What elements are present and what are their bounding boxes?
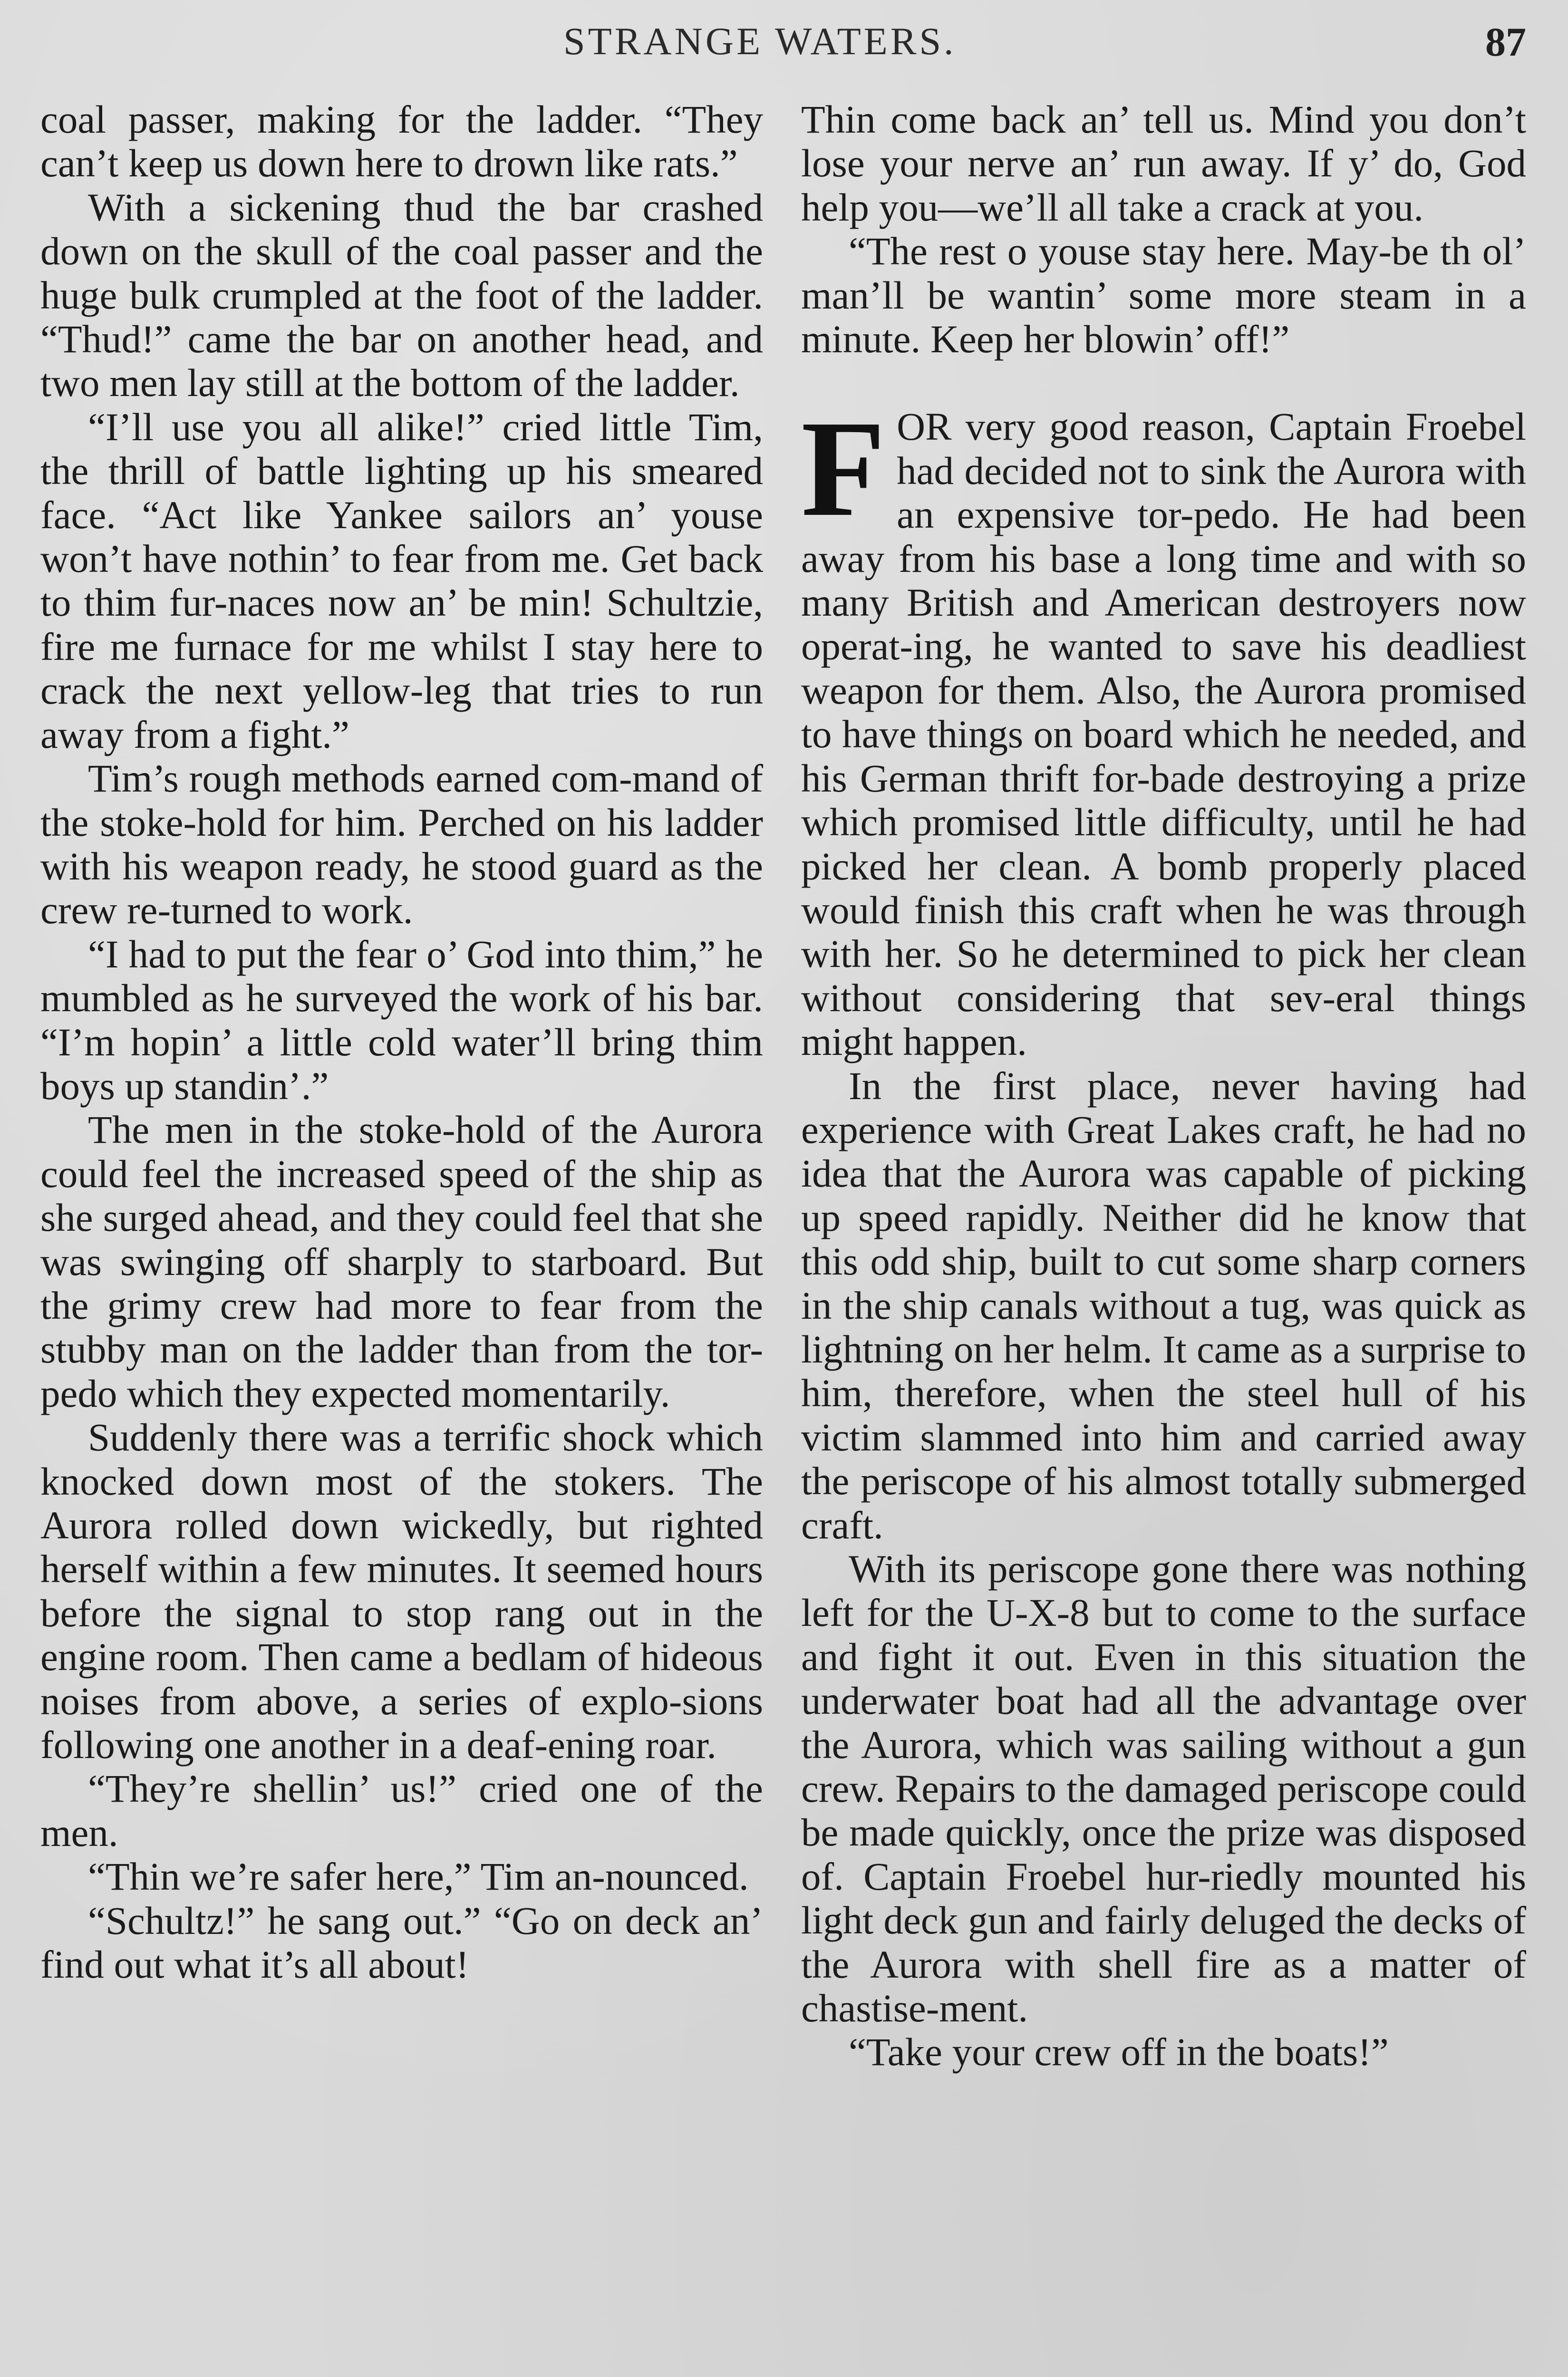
paragraph: Tim’s rough methods earned com-mand of the stoke-hold for him. Perched on his ladder with his weapon ready, he stood guard as the crew re-turned to work. bbox=[40, 756, 763, 932]
paragraph: “I’ll use you all alike!” cried little Tim, the thrill of battle lighting up his smeared face. “Act like Yankee sailors an’ youse won’t have nothin’ to fear from me. Get back to thim fur-naces now an’ be min! Schultzie, fire me furnace for me whilst I stay here to crack the next yellow-leg that tries to run away from a fight.” bbox=[40, 405, 763, 756]
paragraph: “I had to put the fear o’ God into thim,” he mumbled as he surveyed the work of his bar. “I’m hopin’ a little cold water’ll bring thim boys up standin’.” bbox=[40, 932, 763, 1108]
right-column bbox=[801, 97, 1526, 2074]
paragraph: With its periscope gone there was nothing left for the U-X-8 but to come to the surface and fight it out. Even in this situation the underwater boat had all the advantage over the Aurora, which was sailing without a gun crew. Repairs to the damaged periscope could be made quickly, once the prize was disposed of. Captain Froebel hur-riedly mounted his light deck gun and fairly deluged the decks of the Aurora with shell fire as a matter of chastise-ment. bbox=[801, 1547, 1526, 2030]
paragraph: “The rest o youse stay here. May-be th ol’ man’ll be wantin’ some more steam in a minute. Keep her blowin’ off!” bbox=[801, 229, 1526, 361]
paragraph: Thin come back an’ tell us. Mind you don’t lose your nerve an’ run away. If y’ do, God help you—we’ll all take a crack at you. bbox=[801, 97, 1526, 229]
paragraph: The men in the stoke-hold of the Aurora could feel the increased speed of the ship as she surged ahead, and they could feel that she was swinging off sharply to starboard. But the grimy crew had more to fear from the stubby man on the ladder than from the tor-pedo which they expected momentarily. bbox=[40, 1108, 763, 1415]
dropcap-paragraph-text: OR very good reason, Captain Froebel had decided not to sink the Aurora with an expensive tor-pedo. He had been away from his base a long time and with so many British and American destroyers now operat-ing, he wanted to save his deadliest weapon for them. Also, the Aurora promised to have things on board which he needed, and his German thrift for-bade destroying a prize which promised little difficulty, until he had picked her clean. A bomb properly placed would finish this craft when he was through with her. So he determined to pick her clean without considering that sev-eral things might happen. bbox=[801, 405, 1526, 1064]
paragraph: In the first place, never having had experience with Great Lakes craft, he had no idea that the Aurora was capable of picking up speed rapidly. Neither did he know that this odd ship, built to cut some sharp corners in the ship canals without a tug, was quick as lightning on her helm. It came as a surprise to him, therefore, when the steel hull of his victim slammed into him and carried away the periscope of his almost totally submerged craft. bbox=[801, 1063, 1526, 1547]
page-number: 87 bbox=[1485, 19, 1526, 65]
running-head: STRANGE WATERS. bbox=[563, 19, 957, 63]
dropcap-paragraph bbox=[801, 392, 1526, 1064]
section-break bbox=[801, 361, 1526, 405]
left-column bbox=[40, 97, 763, 1986]
paragraph: “Thin we’re safer here,” Tim an-nounced. bbox=[88, 1855, 749, 1899]
paragraph: coal passer, making for the ladder. “They can’t keep us down here to drown like rats.” bbox=[40, 97, 763, 185]
dropcap: F bbox=[801, 392, 886, 545]
paragraph: With a sickening thud the bar crashed down on the skull of the coal passer and the huge bulk crumpled at the foot of the ladder. “Thud!” came the bar on another head, and two men lay still at the bottom of the ladder. bbox=[40, 185, 763, 405]
paragraph: “Take your crew off in the boats!” bbox=[849, 2030, 1389, 2074]
paragraph: “Schultz!” he sang out.” “Go on deck an’ find out what it’s all about! bbox=[40, 1898, 763, 1987]
paragraph: “They’re shellin’ us!” cried one of the men. bbox=[40, 1767, 763, 1855]
paragraph: Suddenly there was a terrific shock which knocked down most of the stokers. The Aurora rolled down wickedly, but righted herself within a few minutes. It seemed hours before the signal to stop rang out in the engine room. Then came a bedlam of hideous noises from above, a series of explo-sions following one another in a deaf-ening roar. bbox=[40, 1415, 763, 1767]
